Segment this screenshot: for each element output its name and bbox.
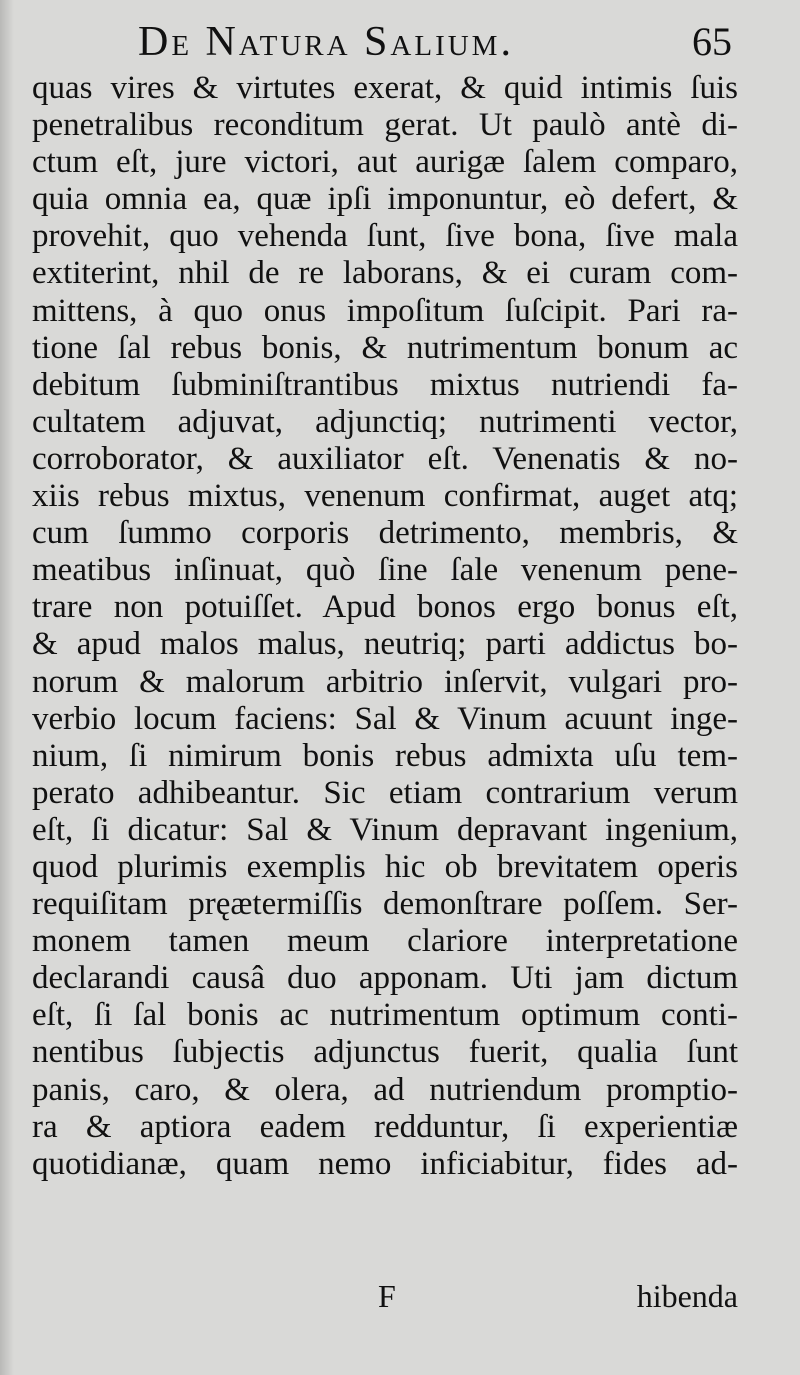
body-text [32, 70, 738, 1183]
text-line: nium, ſi nimirum bonis rebus admixta uſu tem- [32, 737, 738, 774]
text-line: corroborator, & auxiliator eſt. Venenatis & no- [32, 440, 738, 477]
running-title: De Natura Salium. [138, 19, 514, 65]
text-line: requiſitam pręætermiſſis demonſtrare poſſem. Ser- [32, 886, 738, 923]
text-line: norum & malorum arbitrio inſervit, vulgari pro- [32, 663, 738, 700]
text-line: extiterint, nhil de re laborans, & ei curam com- [32, 255, 738, 292]
text-line: penetralibus reconditum gerat. Ut paulò antè di- [32, 107, 738, 144]
text-line: perato adhibeantur. Sic etiam contrarium verum [32, 774, 738, 811]
page-number: 65 [692, 19, 732, 64]
text-line: quotidianæ, quam nemo inficiabitur, fides ad- [32, 1145, 738, 1182]
text-line: mittens, à quo onus impoſitum ſuſcipit. Pari ra- [32, 292, 738, 329]
text-line: declarandi causâ duo apponam. Uti jam dictum [32, 960, 738, 997]
text-line: verbio locum faciens: Sal & Vinum acuunt inge- [32, 700, 738, 737]
text-line: monem tamen meum clariore interpretatione [32, 923, 738, 960]
page-footer [32, 1278, 738, 1318]
text-line: tione ſal rebus bonis, & nutrimentum bonum ac [32, 329, 738, 366]
text-line: trare non potuiſſet. Apud bonos ergo bonus eſt, [32, 589, 738, 626]
text-line: xiis rebus mixtus, venenum confirmat, auget atq; [32, 478, 738, 515]
catchword: hibenda [636, 1278, 738, 1314]
text-line: quas vires & virtutes exerat, & quid intimis ſuis [32, 70, 738, 106]
text-line: quia omnia ea, quæ ipſi imponuntur, eò defert, & [32, 181, 738, 218]
text-line: ctum eſt, jure victori, aut aurigæ ſalem comparo, [32, 144, 738, 181]
page-header [0, 14, 800, 68]
text-line: debitum ſubminiſtrantibus mixtus nutriendi fa- [32, 366, 738, 403]
text-line: eſt, ſi dicatur: Sal & Vinum depravant ingenium, [32, 811, 738, 848]
text-line: ra & aptiora eadem redduntur, ſi experientiæ [32, 1108, 738, 1145]
text-line: cultatem adjuvat, adjunctiq; nutrimenti vector, [32, 403, 738, 440]
text-line: & apud malos malus, neutriq; parti addictus bo- [32, 626, 738, 663]
text-line: nentibus ſubjectis adjunctus fuerit, qualia ſunt [32, 1034, 738, 1071]
signature-mark: F [378, 1278, 396, 1314]
text-line: meatibus inſinuat, quò ſine ſale venenum pene- [32, 552, 738, 589]
text-line: provehit, quo vehenda ſunt, ſive bona, ſive mala [32, 218, 738, 255]
text-line: panis, caro, & olera, ad nutriendum promptio- [32, 1071, 738, 1108]
text-line: quod plurimis exemplis hic ob brevitatem operis [32, 848, 738, 885]
text-line: eſt, ſi ſal bonis ac nutrimentum optimum conti- [32, 997, 738, 1034]
text-line: cum ſummo corporis detrimento, membris, & [32, 515, 738, 552]
